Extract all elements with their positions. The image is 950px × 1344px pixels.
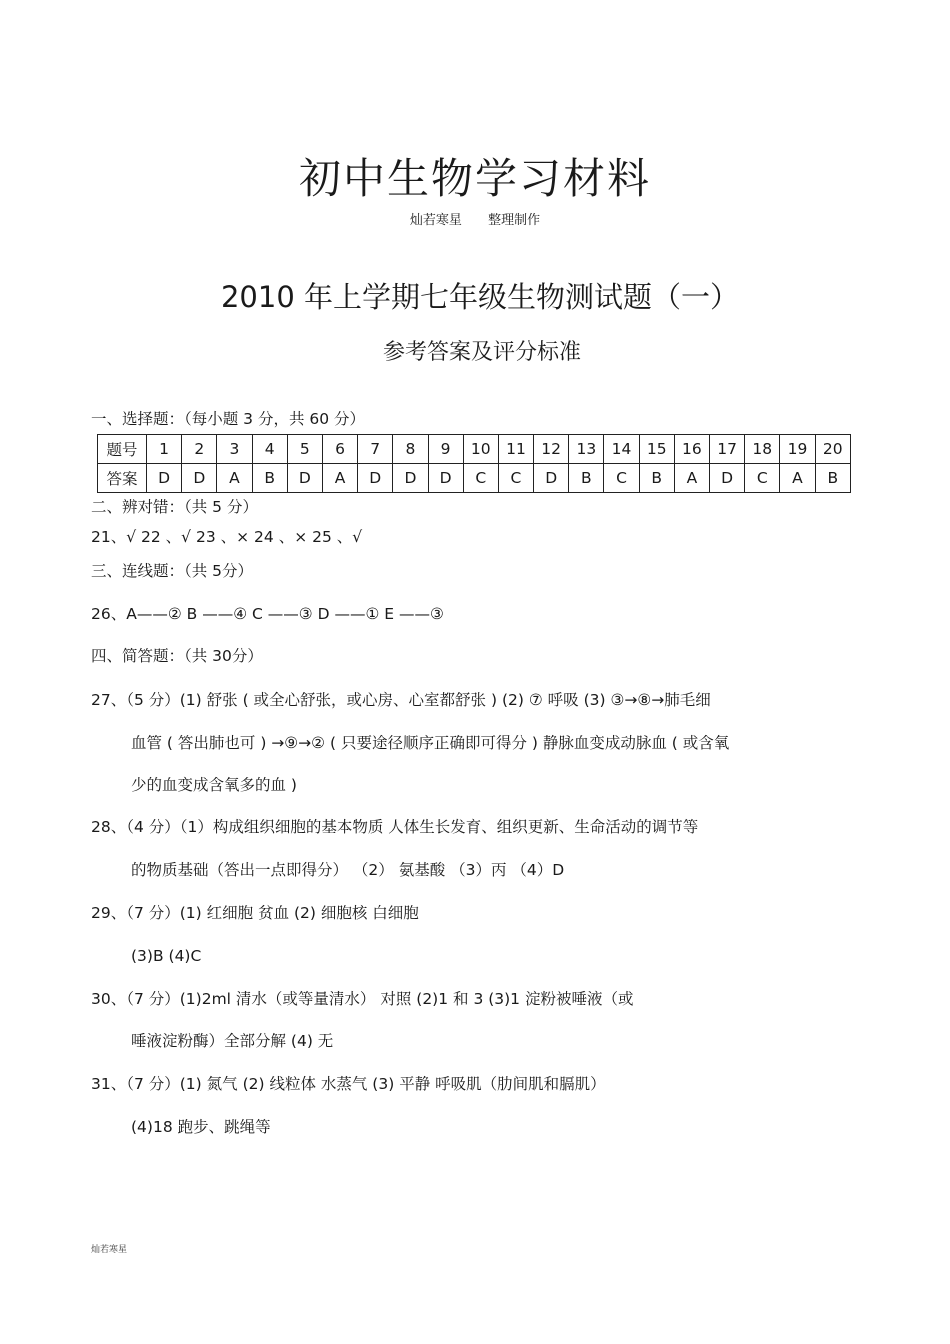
credit-text: 整理制作 [488,213,541,228]
table-cell: 20 [815,435,850,464]
section2-answers: 21、√ 22 、√ 23 、× 24 、× 25 、√ [91,528,363,546]
table-row-label: 题号 [98,435,147,464]
table-cell: B [569,464,604,493]
table-cell: 6 [322,435,357,464]
q29-line-2: (3)B (4)C [131,947,202,965]
q30-line-1: 30、（7 分）(1)2ml 清水（或等量清水） 对照 (2)1 和 3 (3)1 淀粉被唾液（或 [91,990,634,1008]
section2-heading: 二、辨对错：（共 5 分） [91,498,258,516]
table-cell: 8 [393,435,428,464]
table-cell: 13 [569,435,604,464]
table-cell: 11 [498,435,533,464]
document-subtitle [0,209,950,228]
q27-line-3: 少的血变成含氧多的血 ) [131,776,297,794]
answer-row [98,464,851,493]
table-cell: 14 [604,435,639,464]
table-row-label: 答案 [98,464,147,493]
q28-line-2: 的物质基础（答出一点即得分） （2） 氨基酸 （3）丙 （4）D [131,861,565,879]
table-cell: D [534,464,569,493]
question-number-row [98,435,851,464]
table-cell: 5 [287,435,322,464]
q27-line-1: 27、（5 分）(1) 舒张 ( 或全心舒张，或心房、心室都舒张 ) (2) ⑦ 呼吸 (3) ③→⑧→肺毛细 [91,691,711,709]
table-cell: 16 [674,435,709,464]
table-cell: D [287,464,322,493]
table-cell: D [182,464,217,493]
table-cell: 17 [710,435,745,464]
table-cell: 2 [182,435,217,464]
table-cell: B [639,464,674,493]
table-cell: D [428,464,463,493]
table-cell: 7 [358,435,393,464]
table-cell: C [498,464,533,493]
table-cell: D [710,464,745,493]
table-cell: C [604,464,639,493]
answer-key-title: 参考答案及评分标准 [382,340,581,365]
table-cell: D [147,464,182,493]
table-cell: C [463,464,498,493]
table-cell: A [674,464,709,493]
choice-answer-table [97,434,851,493]
table-cell: C [745,464,780,493]
q31-line-2: (4)18 跑步、跳绳等 [131,1118,271,1136]
author-name: 灿若寒星 [409,213,462,228]
table-cell: 3 [217,435,252,464]
table-cell: 4 [252,435,287,464]
table-cell: B [815,464,850,493]
section4-heading: 四、简答题：（共 30分） [91,647,263,665]
table-cell: 10 [463,435,498,464]
table-cell: 19 [780,435,815,464]
table-cell: 1 [147,435,182,464]
table-cell: 9 [428,435,463,464]
table-cell: A [217,464,252,493]
table-cell: A [780,464,815,493]
section3-heading: 三、连线题：（共 5分） [91,562,254,580]
table-cell: 12 [534,435,569,464]
q30-line-2: 唾液淀粉酶）全部分解 (4) 无 [131,1032,334,1050]
page-footer: 灿若寒星 [91,1245,128,1255]
section3-answers: 26、A——② B ——④ C ——③ D ——① E ——③ [91,605,444,623]
table-cell: A [322,464,357,493]
document-main-title: 初中生物学习材料 [298,154,651,203]
table-cell: B [252,464,287,493]
table-cell: D [393,464,428,493]
q27-line-2: 血管 ( 答出肺也可 ) →⑨→② ( 只要途径顺序正确即可得分 ) 静脉血变成动脉血 ( 或含氧 [131,734,730,752]
section1-heading: 一、选择题：（每小题 3 分，共 60 分） [91,410,366,428]
table-cell: 18 [745,435,780,464]
q28-line-1: 28、（4 分）（1）构成组织细胞的基本物质 人体生长发育、组织更新、生命活动的调节等 [91,818,699,836]
q29-line-1: 29、（7 分）(1) 红细胞 贫血 (2) 细胞核 白细胞 [91,904,419,922]
table-cell: 15 [639,435,674,464]
q31-line-1: 31、（7 分）(1) 氮气 (2) 线粒体 水蒸气 (3) 平静 呼吸肌（肋间肌和膈肌） [91,1075,606,1093]
exam-title: 2010 年上学期七年级生物测试题（一） [220,280,740,314]
table-cell: D [358,464,393,493]
